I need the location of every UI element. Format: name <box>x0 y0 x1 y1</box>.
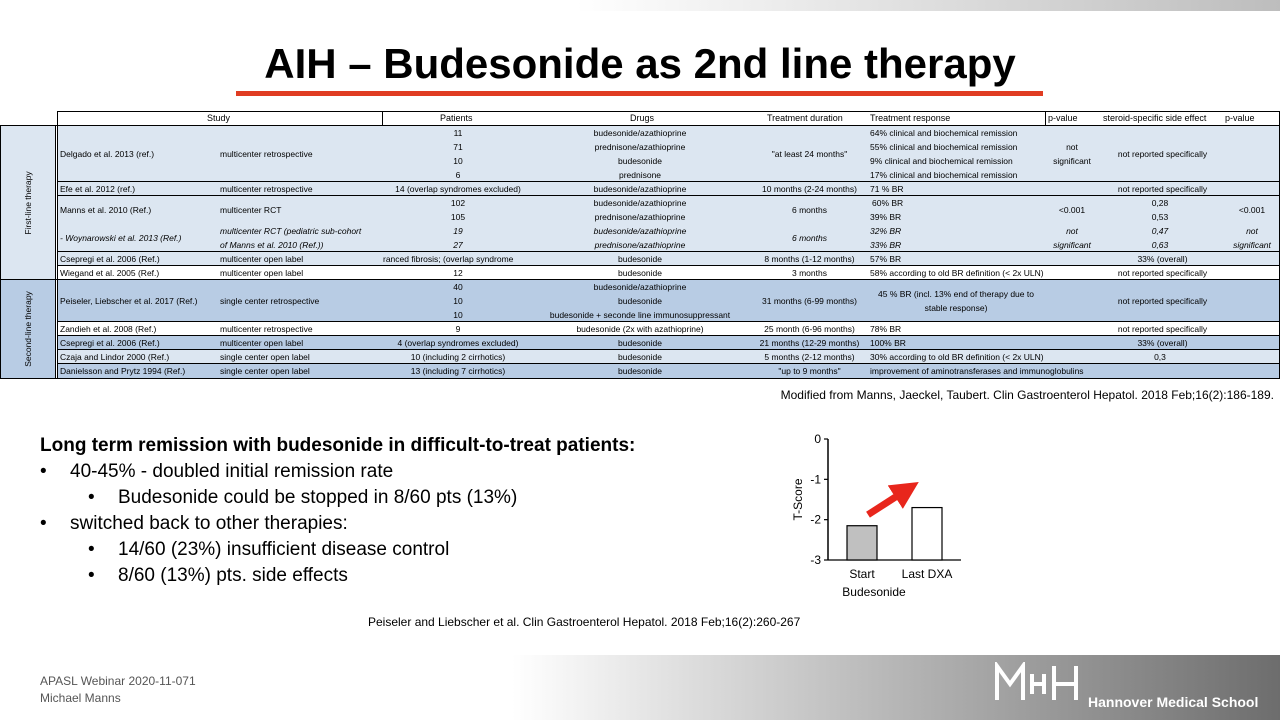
bullet-item: • 40-45% - doubled initial remission rate <box>40 459 740 485</box>
cell-drugs: budesonide/azathioprine <box>593 128 687 138</box>
cell-drugs: budesonide/azathioprine <box>593 184 687 194</box>
cell-study: Czaja and Lindor 2000 (Ref.) <box>60 352 170 362</box>
cell-patients: 10 <box>453 156 463 166</box>
table-line <box>0 378 1280 379</box>
slide-title: AIH – Budesonide as 2nd line therapy <box>264 40 1016 87</box>
cell-patients: 11 <box>453 128 463 138</box>
cell-drugs: budesonide/azathioprine <box>593 198 687 208</box>
cell-pvalue: <0.001 <box>1058 205 1086 215</box>
footer-event: APASL Webinar 2020-11-071 <box>40 674 196 688</box>
cell-design: multicenter open label <box>220 254 304 264</box>
cell-study: Danielsson and Prytz 1994 (Ref.) <box>60 366 186 376</box>
cell-steroid: 0,3 <box>1154 352 1166 362</box>
cell-duration: 21 months (12-29 months) <box>759 338 860 348</box>
table-line <box>382 111 383 125</box>
footer <box>40 673 196 707</box>
tscore-chart <box>776 428 976 603</box>
cell-response: 100% BR <box>870 338 906 348</box>
cell-drugs: prednisone/azathioprine <box>594 240 686 250</box>
cell-drugs: budesonide <box>618 254 662 264</box>
cell-steroid: not reported specifically <box>1117 149 1208 159</box>
x-axis-label: Budesonide <box>842 585 906 599</box>
bullet-heading: Long term remission with budesonide in difficult-to-treat patients: <box>40 435 636 456</box>
cell-duration: 6 months <box>792 233 827 243</box>
cell-pvalue: significant <box>1053 240 1091 250</box>
side-first-line <box>0 125 56 280</box>
cell-design: multicenter retrospective <box>220 324 313 334</box>
cell-patients: 10 <box>453 296 463 306</box>
cell-pvalue2: <0.001 <box>1238 205 1266 215</box>
cell-design: multicenter retrospective <box>220 149 313 159</box>
cell-study: Wiegand et al. 2005 (Ref.) <box>60 268 160 278</box>
title-underline <box>236 91 1043 96</box>
table-line <box>1045 111 1046 125</box>
cell-steroid: not reported specifically <box>1117 268 1208 278</box>
bullet-subitem: • 14/60 (23%) insufficient disease control <box>40 537 740 563</box>
cell-patients: 4 (overlap syndromes excluded) <box>397 338 519 348</box>
cell-pvalue: not <box>1066 226 1078 236</box>
cell-response: 32% BR <box>870 226 902 236</box>
cell-response: 71 % BR <box>870 184 904 194</box>
cell-pvalue: not <box>1066 142 1078 152</box>
cell-drugs: budesonide <box>618 352 662 362</box>
cell-steroid: not reported specifically <box>1117 184 1208 194</box>
cell-pvalue2: not <box>1246 226 1258 236</box>
cell-design: multicenter open label <box>220 338 304 348</box>
cell-response: 58% according to old BR definition (< 2x ULN) <box>870 268 1044 278</box>
cell-response: 55% clinical and biochemical remission <box>870 142 1018 152</box>
cell-steroid: 33% (overall) <box>1137 338 1188 348</box>
cell-study: Efe et al. 2012 (ref.) <box>60 184 136 194</box>
cell-design: multicenter open label <box>220 268 304 278</box>
header-response: Treatment response <box>870 113 951 123</box>
cell-patients: 13 (including 7 cirrhotics) <box>410 366 506 376</box>
cell-design: multicenter RCT (pediatric sub-cohort <box>220 226 362 236</box>
cell-study: Csepregi et al. 2006 (Ref.) <box>60 254 160 264</box>
cell-patients: 27 <box>453 240 463 250</box>
cell-duration: 3 months <box>792 268 827 278</box>
cell-response: 9% clinical and biochemical remission <box>870 156 1013 166</box>
header-drugs: Drugs <box>630 113 655 123</box>
cell-patients: 14 (overlap syndromes excluded) <box>395 184 521 194</box>
cell-response: 78% BR <box>870 324 902 334</box>
cell-response: 33% BR <box>870 240 902 250</box>
cell-response: 64% clinical and biochemical remission <box>870 128 1018 138</box>
cell-steroid: not reported specifically <box>1117 324 1208 334</box>
cell-patients: 10 <box>453 310 463 320</box>
table-header <box>0 111 1280 125</box>
bar-last-dxa <box>912 508 942 560</box>
cell-drugs: budesonide/azathioprine <box>593 226 687 236</box>
cell-response: 57% BR <box>870 254 902 264</box>
cell-duration: 5 months (2-12 months) <box>764 352 855 362</box>
table-line <box>57 111 58 379</box>
cell-patients: 102 <box>450 198 466 208</box>
bullet-list <box>40 433 740 589</box>
table-line <box>57 111 1280 112</box>
cell-patients: 40 <box>453 282 463 292</box>
cell-patients: 71 <box>453 142 463 152</box>
cell-study: Manns et al. 2010 (Ref.) <box>60 205 152 215</box>
cell-patients: 105 <box>450 212 466 222</box>
header-pvalue: p-value <box>1048 113 1078 123</box>
tscore-chart-svg <box>776 428 976 603</box>
cell-duration: 31 months (6-99 months) <box>762 296 857 306</box>
cell-design: multicenter RCT <box>220 205 282 215</box>
y-tick-label: 0 <box>814 432 821 446</box>
cell-response: stable response) <box>924 303 988 313</box>
cell-patients: 9 <box>455 324 461 334</box>
cell-duration: 6 months <box>792 205 827 215</box>
bullet-item: • switched back to other therapies: <box>40 511 740 537</box>
study-table <box>0 111 1280 379</box>
cell-drugs: budesonide + seconde line immunosuppressant <box>549 310 731 320</box>
cell-drugs: budesonide/azathioprine <box>593 282 687 292</box>
cell-drugs: prednisone <box>618 170 662 180</box>
cell-design: single center retrospective <box>220 296 320 306</box>
cell-study: Csepregi et al. 2006 (Ref.) <box>60 338 160 348</box>
cell-study: Peiseler, Liebscher et al. 2017 (Ref.) <box>60 296 198 306</box>
table-source: Modified from Manns, Jaeckel, Taubert. Clin Gastroenterol Hepatol. 2018 Feb;16(2):186-189. <box>780 388 1274 402</box>
school-name: Hannover Medical School <box>1088 694 1259 710</box>
header-patients: Patients <box>440 113 473 123</box>
cell-design: single center open label <box>220 366 310 376</box>
cell-steroid: 0,63 <box>1151 240 1169 250</box>
y-tick-label: -2 <box>810 512 821 527</box>
cell-study: Zandieh et al. 2008 (Ref.) <box>60 324 157 334</box>
header-duration: Treatment duration <box>767 113 843 123</box>
cell-design: multicenter retrospective <box>220 184 313 194</box>
cell-drugs: budesonide <box>618 268 662 278</box>
mhh-logo-icon <box>994 662 1082 702</box>
bullet-source: Peiseler and Liebscher et al. Clin Gastroenterol Hepatol. 2018 Feb;16(2):260-267 <box>368 615 801 629</box>
side-first-line-label: First-line therapy <box>23 170 33 235</box>
cell-patients: 12 <box>453 268 463 278</box>
cell-steroid: not reported specifically <box>1117 296 1208 306</box>
cell-drugs: prednisone/azathioprine <box>594 142 686 152</box>
cell-pvalue: significant <box>1053 156 1091 166</box>
header-study: Study <box>207 113 231 123</box>
cell-duration: "up to 9 months" <box>778 366 841 376</box>
header-steroid: steroid-specific side effect <box>1103 113 1207 123</box>
cell-steroid: 0,53 <box>1151 212 1169 222</box>
cell-response: 39% BR <box>870 212 902 222</box>
y-tick-label: -1 <box>810 472 821 487</box>
cell-duration: "at least 24 months" <box>771 149 848 159</box>
cell-patients: 10 (including 2 cirrhotics) <box>410 352 506 362</box>
cell-response: 30% according to old BR definition (< 2x ULN) <box>870 352 1044 362</box>
y-tick-label: -3 <box>810 553 821 567</box>
cell-patients: 19 <box>453 226 463 236</box>
bullet-subitem: • 8/60 (13%) pts. side effects <box>40 563 740 589</box>
chart-bars <box>847 490 942 560</box>
x-category-label: Start <box>849 567 875 581</box>
cell-duration: 10 months (2-24 months) <box>762 184 857 194</box>
trend-arrow <box>868 490 907 515</box>
cell-steroid: 0,28 <box>1151 198 1169 208</box>
cell-pvalue2: significant <box>1233 240 1271 250</box>
cell-response: 60% BR <box>872 198 904 208</box>
cell-drugs: prednisone/azathioprine <box>594 212 686 222</box>
bullet-subitem: • Budesonide could be stopped in 8/60 pts (13%) <box>40 485 740 511</box>
cell-drugs: budesonide <box>618 366 662 376</box>
cell-response: 17% clinical and biochemical remission <box>870 170 1018 180</box>
cell-design: single center open label <box>220 352 310 362</box>
cell-steroid: 33% (overall) <box>1137 254 1188 264</box>
cell-drugs: budesonide (2x with azathioprine) <box>576 324 704 334</box>
cell-duration: 25 month (6-96 months) <box>764 324 855 334</box>
cell-response: 45 % BR (incl. 13% end of therapy due to <box>878 289 1034 299</box>
bar-start <box>847 526 877 560</box>
cell-patients: ranced fibrosis; (overlap syndrome <box>383 254 514 264</box>
side-second-line-label: Second-line therapy <box>23 291 33 367</box>
cell-drugs: budesonide <box>618 338 662 348</box>
cell-drugs: budesonide <box>618 296 662 306</box>
cell-response: improvement of aminotransferases and immunoglobulins <box>870 366 1084 376</box>
cell-steroid: 0,47 <box>1151 226 1169 236</box>
cell-design: of Manns et al. 2010 (Ref.)) <box>220 240 324 250</box>
top-gradient-bar <box>0 0 1280 11</box>
cell-patients: 6 <box>455 170 461 180</box>
side-second-line <box>0 279 56 379</box>
y-axis-label: T-Score <box>791 478 805 521</box>
cell-duration: 8 months (1-12 months) <box>764 254 855 264</box>
x-category-label: Last DXA <box>901 567 953 581</box>
cell-study: - Woynarowski et al. 2013 (Ref.) <box>60 233 182 243</box>
cell-study: Delgado et al. 2013 (ref.) <box>60 149 155 159</box>
cell-drugs: budesonide <box>618 156 662 166</box>
footer-speaker: Michael Manns <box>40 691 121 705</box>
header-pvalue2: p-value <box>1225 113 1255 123</box>
